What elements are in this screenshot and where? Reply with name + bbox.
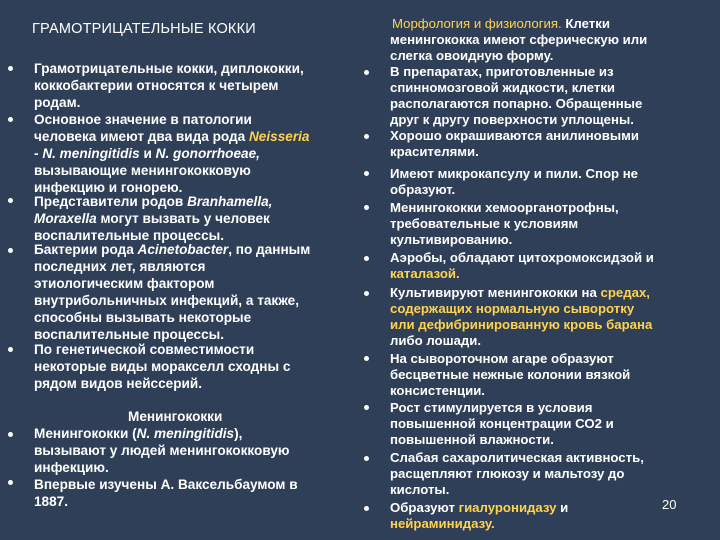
text-run: и: [139, 146, 156, 161]
right-b8-line-3: повышенной влажности.: [390, 432, 554, 447]
genus-acinetobacter: Acinetobacter: [137, 242, 229, 257]
right-b9-line-3: кислоты.: [390, 482, 450, 497]
morphology-heading: Морфология и физиология.: [392, 16, 562, 31]
page-number: 20: [662, 497, 677, 512]
bullet-icon: [364, 291, 369, 296]
left-b4-line-5: способны вызывать некоторые: [34, 310, 252, 325]
text-run: , по данным: [228, 242, 311, 257]
bullet-icon: [8, 432, 13, 437]
text-run: Представители родов: [34, 194, 188, 209]
left-b2-line-3: [34, 145, 260, 162]
text-run: Бактерии рода: [34, 242, 138, 257]
enzyme-hyaluronidase: гиалуронидазу: [458, 500, 557, 515]
text-run: Клетки: [561, 16, 610, 31]
right-b1-line-3: располагаются попарно. Обращенные: [390, 96, 643, 111]
left-b3-line-2: [34, 210, 270, 227]
species-gonorrhoeae: N. gonorrhoeae,: [155, 146, 260, 161]
right-b7-line-3: консистенции.: [390, 383, 485, 398]
bullet-icon: [8, 248, 13, 253]
genus-branhamella: Branhamella,: [187, 194, 273, 209]
right-b9-line-1: Слабая сахаролитическая активность,: [390, 450, 644, 465]
bullet-icon: [364, 456, 369, 461]
text-run: -: [34, 146, 43, 161]
bullet-icon: [8, 117, 13, 122]
right-b1-line-4: друг к другу поверхности уплощены.: [390, 112, 634, 127]
left-b3-line-1: [34, 193, 272, 210]
right-b3-line-1: Имеют микрокапсулу и пили. Спор не: [390, 166, 639, 181]
right-b4-line-3: культивированию.: [390, 232, 513, 247]
right-b1-line-1: В препаратах, приготовленные из: [390, 64, 614, 79]
species-meningitidis: N. meningitidis: [136, 426, 235, 441]
left-b6-line-2: вызывают у людей менингококковую: [34, 443, 290, 458]
text-run: и: [556, 500, 569, 515]
right-b5-line-2: каталазой.: [390, 266, 460, 281]
left-b2-line-5: инфекцию и гонорею.: [34, 180, 183, 195]
left-b1-line-1: Грамотрицательные кокки, диплококки,: [34, 61, 304, 76]
bullet-icon: [8, 347, 13, 352]
bullet-icon: [364, 256, 369, 261]
right-b10-line-1: [390, 500, 568, 516]
left-b3-line-3: воспалительные процессы.: [34, 228, 225, 243]
left-b4-line-6: воспалительные процессы.: [34, 327, 225, 342]
left-b1-line-3: родам.: [34, 95, 81, 110]
right-b6-line-4: либо лошади.: [390, 333, 482, 348]
left-b7-line-2: 1887.: [34, 494, 69, 509]
left-b5-line-2: некоторые виды моракселл сходны с: [34, 359, 291, 374]
text-run: Менингококки (: [34, 426, 137, 441]
right-b8-line-2: повышенной концентрации СО2 и: [390, 416, 614, 431]
right-b10-line-2: нейраминидазу.: [390, 516, 495, 531]
right-b4-line-2: требовательные к условиям: [390, 216, 579, 231]
right-b1-line-2: спинномозговой жидкости, клетки: [390, 80, 616, 95]
right-b6-line-1: [390, 285, 650, 301]
genus-neisseria: Neisseria: [248, 129, 310, 144]
left-b2-line-1: Основное значение в патологии: [34, 112, 252, 127]
bullet-icon: [8, 480, 13, 485]
bullet-icon: [364, 134, 369, 139]
bullet-icon: [364, 405, 369, 410]
text-run: могут вызвать у человек: [96, 211, 270, 226]
right-b6-line-2: содержащих нормальную сыворотку: [390, 301, 635, 316]
bullet-icon: [364, 171, 369, 176]
highlight-media: средах,: [600, 285, 650, 300]
left-b4-line-1: [34, 241, 310, 258]
left-b2-line-2: [34, 128, 309, 145]
slide-title: ГРАМОТРИЦАТЕЛЬНЫЕ КОККИ: [32, 21, 256, 37]
text-run: человека имеют два вида рода: [34, 129, 249, 144]
left-b4-line-4: внутрибольничных инфекций, а также,: [34, 293, 300, 308]
right-b5-line-1: Аэробы, обладают цитохромоксидзой и: [390, 250, 654, 265]
right-b4-line-1: Менингококки хемоорганотрофны,: [390, 200, 619, 215]
right-intro-line-3: слегка овоидную форму.: [390, 48, 554, 63]
left-b6-line-3: инфекцию.: [34, 460, 109, 475]
left-b4-line-2: последних лет, являются: [34, 259, 206, 274]
right-intro-line-1: [392, 16, 610, 32]
bullet-icon: [8, 198, 13, 203]
bullet-icon: [8, 66, 13, 71]
text-run: Образуют: [390, 500, 459, 515]
left-b5-line-3: рядом видов нейссерий.: [34, 376, 203, 391]
bullet-icon: [364, 356, 369, 361]
left-b7-line-1: Впервые изучены А. Вaксельбаумом в: [34, 477, 298, 492]
right-b3-line-2: образуют.: [390, 182, 456, 197]
right-b7-line-2: бесцветные нежные колонии вязкой: [390, 367, 631, 382]
species-meningitidis: N. meningitidis: [42, 146, 140, 161]
right-column: [356, 0, 720, 540]
left-b1-line-2: коккобактерии относятся к четырем: [34, 78, 279, 93]
subheading-meningococci: Менингококки: [128, 409, 223, 424]
left-b4-line-3: этиологическим фактором: [34, 276, 215, 291]
right-b8-line-1: Рост стимулируется в условия: [390, 400, 593, 415]
text-run: Культивируют менингококки на: [390, 285, 601, 300]
bullet-icon: [364, 506, 369, 511]
left-b6-line-1: [34, 425, 242, 442]
genus-moraxella: Moraxella: [34, 211, 97, 226]
right-b2-line-1: Хорошо окрашиваются анилиновыми: [390, 128, 639, 143]
bullet-icon: [364, 205, 369, 210]
right-b6-line-3: или дефибринированную кровь барана: [390, 317, 653, 332]
right-b7-line-1: На сывороточном агаре образуют: [390, 351, 614, 366]
bullet-icon: [364, 70, 369, 75]
right-b2-line-2: красителями.: [390, 144, 479, 159]
right-b9-line-2: расщепляют глюкозу и мальтозу до: [390, 466, 625, 481]
text-run: ),: [234, 426, 243, 441]
left-b5-line-1: По генетической совместимости: [34, 342, 255, 357]
right-intro-line-2: менингококка имеют сферическую или: [390, 32, 648, 47]
left-b2-line-4: вызывающие менингококковую: [34, 163, 251, 178]
